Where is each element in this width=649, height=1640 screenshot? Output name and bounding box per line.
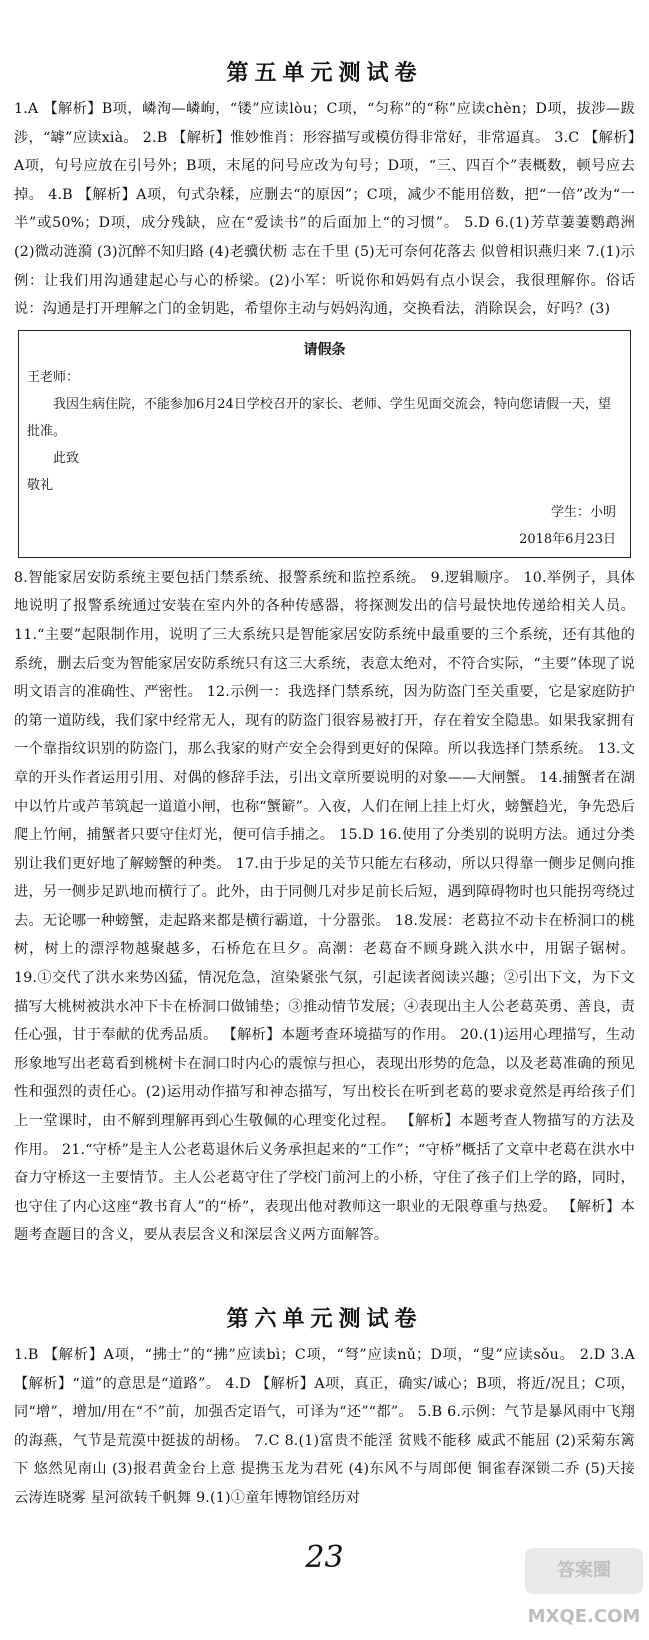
watermark-logo: 答案圈 MXQE.COM [525,1548,643,1594]
leave-note-box [18,330,631,558]
note-title: 请假条 [303,341,346,358]
note-body: 我因生病住院，不能参加6月24日学校召开的家长、老师、学生见面交流会，特向您请假一天，望批准。 [27,396,611,439]
note-salutation: 王老师： [27,369,80,385]
note-closing: 此致 [53,450,80,466]
note-date: 2018年6月23日 [519,531,616,547]
answer-paragraph: 1.A 【解析】B项，嶙洵—嶙峋，“镂”应读lòu；C项，“匀称”的“称”应读chèn；D项，拔涉—跋涉，“罅”应读xià。 2.B 【解析】惟妙惟肖：形容描写或模仿得非常好，非常逼真。 3.C 【解析】A项，句号应放在引号外；B项，末尾的问号应改为句号；D项，“三、四百个”表概数，顿号应去掉。 4.B 【解析】A项，句式杂糅，应删去“的原因”；C项，减少不能用倍数，把“一倍”改为“一半”或50%；D项，成分残缺，应在“爱读书”的后面加上“的习惯”。 5.D 6.(1)芳草萋萋鹦鹉洲 (2)微动涟漪 (3)沉醉不知归路 (4)老骥伏枥 志在千里 (5)无可奈何花落去 似曾相识燕归来 7.(1)示例：让我们用沟通建起心与心的桥梁。(2)小军：听说你和妈妈有点小误会，我很理解你。俗话说：沟通是打开理解之门的金钥匙，希望你主动与妈妈沟通，交换看法，消除误会，好吗？(3) [14,101,635,318]
page-number: 23 [305,1540,344,1575]
answer-paragraph: 1.B 【解析】A项，“拂士”的“拂”应读bì；C项，“弩”应读nǔ；D项，“叟”应读sǒu。 2.D 3.A 【解析】“道”的意思是“道路”。 4.D 【解析】A项，真正，确实/诚心；B项，将近/况且；C项，同“增”，增加/用在“不”前，加强否定语气，可译为“还”“都”。 5.B 6.示例：气节是暴风雨中飞翔的海燕，气节是荒漠中挺拔的胡杨。 7.C 8.(1)富贵不能淫 贫贱不能移 威武不能屈 (2)采菊东篱下 悠然见南山 (3)报君黄金台上意 提携玉龙为君死 (4)东风不与周郎便 铜雀春深锁二乔 (5)天接云涛连晓雾 星河欲转千帆舞 9.(1)①童年博物馆经历对 [14,1347,635,1506]
section-title: 第五单元测试卷 [226,61,423,86]
answer-paragraph: 8.智能家居安防系统主要包括门禁系统、报警系统和监控系统。 9.逻辑顺序。 10.举例子，具体地说明了报警系统通过安装在室内外的各种传感器，将探测发出的信号最快地传递给相关人员。 11.“主要”起限制作用，说明了三大系统只是智能家居安防系统中最重要的三个系统，还有其他的系统，删去后变为智能家居安防系统只有这三大系统，表意太绝对，不符合实际，“主要”体现了说明文语言的准确性、严密性。 12.示例一：我选择门禁系统，因为防盗门至关重要，它是家庭防护的第一道防线，我们家中经常无人，现有的防盗门很容易被打开，存在着安全隐患。如果我家拥有一个靠指纹识别的防盗门，那么我家的财产安全会得到更好的保障。所以我选择门禁系统。 13.文章的开头作者运用引用、对偶的修辞手法，引出文章所要说明的对象——大闸蟹。 14.捕蟹者在湖中以竹片或芦苇筑起一道道小闸，也称“蟹簖”。入夜，人们在闸上挂上灯火，螃蟹趋光，争先恐后爬上竹闸，捕蟹者只要守住灯光，便可信手捕之。 15.D 16.使用了分类别的说明方法。通过分类别让我们更好地了解螃蟹的种类。 17.由于步足的关节只能左右移动，所以只得靠一侧步足侧向推进，另一侧步足趴地而横行了。此外，由于同侧几对步足前长后短，遇到障碍物时也只能拐弯绕过去。无论哪一种螃蟹，走起路来都是横行霸道，十分嚣张。 18.发展：老葛拉不动卡在桥洞口的桃树，树上的漂浮物越聚越多，石桥危在旦夕。高潮：老葛奋不顾身跳入洪水中，用锯子锯树。 19.①交代了洪水来势凶猛，情况危急，渲染紧张气氛，引起读者阅读兴趣；②引出下文，为下文描写大桃树被洪水冲下卡在桥洞口做铺垫；③推动情节发展；④表现出主人公老葛英勇、善良，责任心强，甘于奉献的优秀品质。 【解析】本题考查环境描写的作用。 20.(1)运用心理描写，生动形象地写出老葛看到桃树卡在洞口时内心的震惊与担心，表现出形势的危急，以及老葛准确的预见性和强烈的责任心。(2)运用动作描写和神态描写，写出校长在听到老葛的要求竟然是再给孩子们上一堂课时，由不解到理解再到心生敬佩的心理变化过程。 【解析】本题考查人物描写的方法及作用。 21.“守桥”是主人公老葛退休后义务承担起来的“工作”；“守桥”概括了文章中老葛在洪水中奋力守桥这一主要情节。主人公老葛守住了学校门前河上的小桥，守住了孩子们上学的路，同时，也守住了内心这座“教书育人”的“桥”，表现出他对教师这一职业的无限尊重与热爱。 【解析】本题考查题目的含义，要从表层含义和深层含义两方面解答。 [14,569,635,1244]
note-signature: 学生：小明 [550,504,616,520]
section-title: 第六单元测试卷 [226,1307,423,1332]
note-closing-2: 敬礼 [27,477,54,493]
